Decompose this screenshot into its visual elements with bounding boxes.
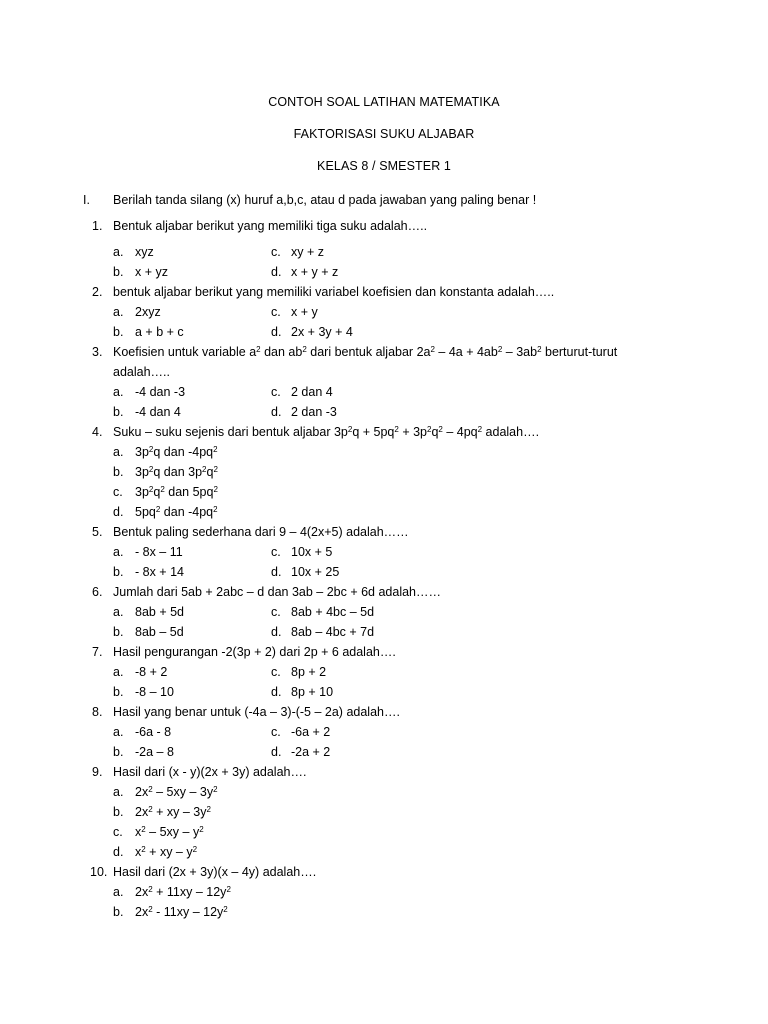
option-value: -2a – 8 — [135, 745, 174, 759]
option-letter: b. — [113, 325, 124, 339]
question-text: Suku – suku sejenis dari bentuk aljabar $3p^2q + 5pq^2 + 3p^2q^2 - 4pq^2$ adalah…. — [113, 425, 540, 439]
option-value: -6a - 8 — [135, 725, 172, 739]
question-number: 10. — [90, 865, 108, 879]
option-value: $x^2 - 5xy - y^2$ — [135, 825, 204, 839]
option-value: 2 dan -3 — [291, 405, 337, 419]
question-text: Bentuk aljabar berikut yang memiliki tiga suku adalah….. — [113, 219, 428, 233]
option-letter: d. — [271, 685, 282, 699]
option-value: 2xyz — [135, 305, 161, 319]
option-letter: b. — [113, 625, 124, 639]
option-value: -4 dan -3 — [135, 385, 186, 399]
option-value: 2x + 3y + 4 — [291, 325, 353, 339]
option-letter: c. — [271, 725, 281, 739]
option-value: - 8x + 14 — [135, 565, 184, 579]
question-number: 4. — [92, 425, 103, 439]
option-letter: b. — [113, 465, 124, 479]
option-value: -6a + 2 — [291, 725, 331, 739]
option-value: xyz — [135, 245, 154, 259]
question-text: Jumlah dari 5ab + 2abc – d dan 3ab – 2bc + 6d adalah…… — [113, 585, 442, 599]
option-value: 8ab + 4bc – 5d — [291, 605, 375, 619]
option-value: 8ab + 5d — [135, 605, 185, 619]
option-letter: c. — [113, 485, 123, 499]
option-value: 8ab – 4bc + 7d — [291, 625, 375, 639]
option-value: a + b + c — [135, 325, 184, 339]
option-letter: a. — [113, 245, 124, 259]
option-letter: c. — [271, 385, 281, 399]
option-letter: c. — [271, 245, 281, 259]
option-value: $5pq^2$ dan $-4pq^2$ — [135, 505, 218, 519]
option-letter: c. — [271, 605, 281, 619]
option-letter: c. — [113, 825, 123, 839]
option-value: 10x + 5 — [291, 545, 333, 559]
question-text: Hasil dari (x - y)(2x + 3y) adalah…. — [113, 765, 307, 779]
option-value: $x^2$ + xy – $y^2$ — [135, 845, 198, 859]
option-letter: d. — [271, 745, 282, 759]
question-text: Hasil yang benar untuk (-4a – 3)-(-5 – 2a) adalah…. — [113, 705, 400, 719]
option-letter: b. — [113, 905, 124, 919]
option-letter: b. — [113, 805, 124, 819]
option-value: 2 dan 4 — [291, 385, 333, 399]
option-value: -8 – 10 — [135, 685, 174, 699]
question-number: 7. — [92, 645, 103, 659]
option-letter: c. — [271, 305, 281, 319]
section-number: I. — [83, 193, 90, 207]
option-letter: d. — [271, 625, 282, 639]
option-letter: a. — [113, 305, 124, 319]
option-letter: b. — [113, 265, 124, 279]
option-letter: d. — [271, 265, 282, 279]
option-letter: d. — [113, 845, 124, 859]
question-number: 8. — [92, 705, 103, 719]
option-letter: a. — [113, 605, 124, 619]
question-text-continued: adalah….. — [113, 365, 170, 379]
question-text: Hasil dari (2x + 3y)(x – 4y) adalah…. — [113, 865, 317, 879]
option-value: - 8x – 11 — [135, 545, 183, 559]
question-text: bentuk aljabar berikut yang memiliki variabel koefisien dan konstanta adalah….. — [113, 285, 555, 299]
question-text: Hasil pengurangan -2(3p + 2) dari 2p + 6 adalah…. — [113, 645, 396, 659]
option-value: $3p^2q$ dan $-4pq^2$ — [135, 445, 218, 459]
question-number: 1. — [92, 219, 103, 233]
option-letter: b. — [113, 745, 124, 759]
question-number: 2. — [92, 285, 103, 299]
option-value: x + yz — [135, 265, 168, 279]
option-value: $3p^2q^2$ dan $5pq^2$ — [135, 485, 218, 499]
option-value: xy + z — [291, 245, 324, 259]
option-letter: b. — [113, 565, 124, 579]
option-value: x + y + z — [291, 265, 339, 279]
option-letter: a. — [113, 445, 124, 459]
option-letter: d. — [271, 405, 282, 419]
option-letter: b. — [113, 405, 124, 419]
question-text: Koefisien untuk variable $a^2$ dan $ab^2$ dari bentuk aljabar $2a^2 - 4a + 4ab^2 - 3ab^2$ berturut-turut — [113, 345, 618, 359]
option-letter: a. — [113, 545, 124, 559]
option-value: x + y — [291, 305, 318, 319]
option-value: 10x + 25 — [291, 565, 340, 579]
option-letter: a. — [113, 785, 124, 799]
option-value: 8p + 2 — [291, 665, 327, 679]
option-value: $3p^2q$ dan $3p^2q^2$ — [135, 465, 218, 479]
question-number: 5. — [92, 525, 103, 539]
question-number: 6. — [92, 585, 103, 599]
option-letter: d. — [271, 325, 282, 339]
option-value: $2x^2 + 11xy - 12y^2$ — [135, 885, 231, 899]
section-instruction: Berilah tanda silang (x) huruf a,b,c, atau d pada jawaban yang paling benar ! — [113, 193, 537, 207]
option-value: $2x^2$ + xy – $3y^2$ — [135, 805, 211, 819]
option-letter: a. — [113, 665, 124, 679]
question-text: Bentuk paling sederhana dari 9 – 4(2x+5) adalah…… — [113, 525, 409, 539]
option-value: 8ab – 5d — [135, 625, 184, 639]
worksheet-title: CONTOH SOAL LATIHAN MATEMATIKA — [268, 95, 500, 109]
option-letter: c. — [271, 665, 281, 679]
question-number: 3. — [92, 345, 103, 359]
option-value: -4 dan 4 — [135, 405, 181, 419]
option-value: -8 + 2 — [135, 665, 168, 679]
question-number: 9. — [92, 765, 103, 779]
option-letter: a. — [113, 885, 124, 899]
option-value: 8p + 10 — [291, 685, 334, 699]
option-value: $2x^2 - 5xy - 3y^2$ — [135, 785, 218, 799]
option-letter: d. — [113, 505, 124, 519]
option-letter: c. — [271, 545, 281, 559]
class-info: KELAS 8 / SMESTER 1 — [317, 159, 451, 173]
option-letter: a. — [113, 725, 124, 739]
option-letter: d. — [271, 565, 282, 579]
option-letter: a. — [113, 385, 124, 399]
option-value: $2x^2 - 11xy - 12y^2$ — [135, 905, 228, 919]
worksheet-subtitle: FAKTORISASI SUKU ALJABAR — [293, 127, 475, 141]
option-letter: b. — [113, 685, 124, 699]
option-value: -2a + 2 — [291, 745, 331, 759]
